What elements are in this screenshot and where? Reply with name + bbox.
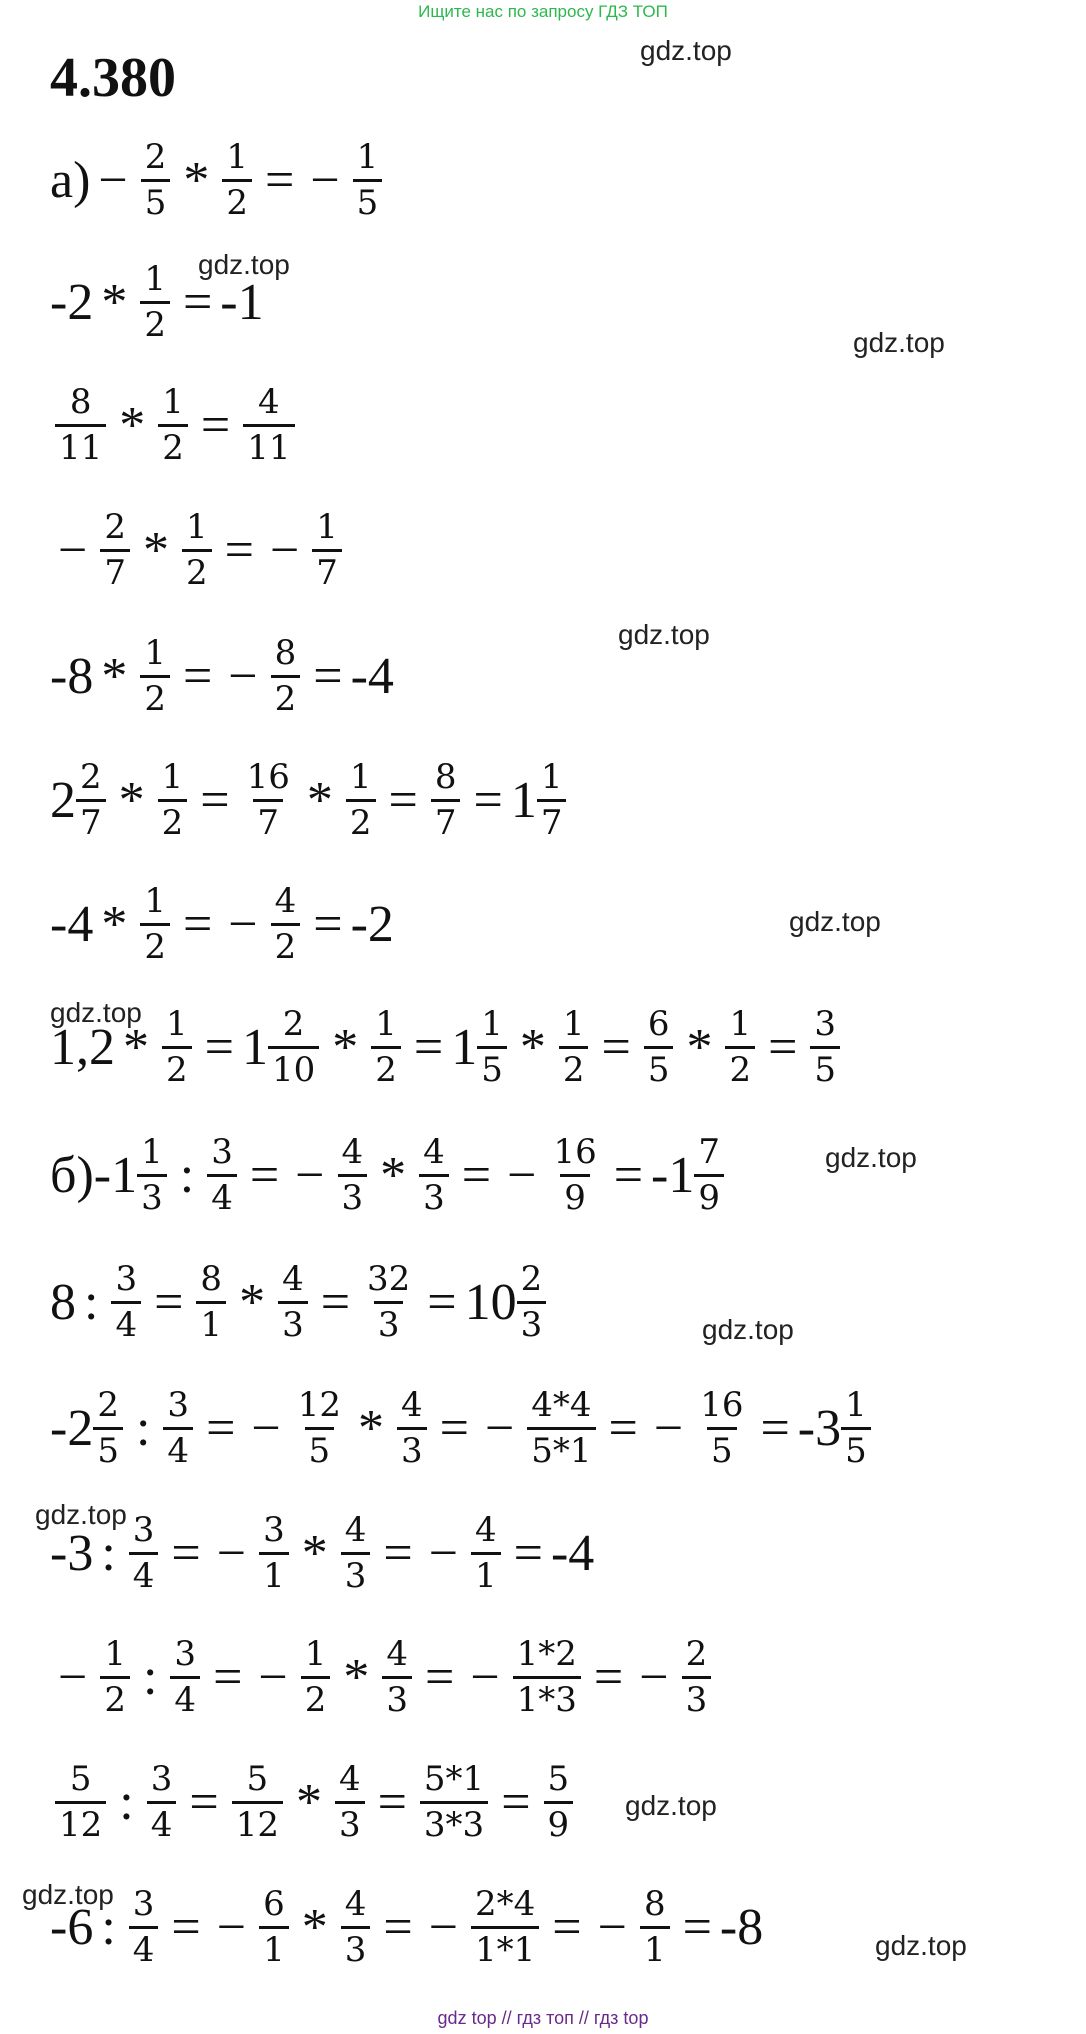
equation-line	[50, 259, 264, 345]
fraction: $\frac{2*4}{1*1}$	[471, 1887, 539, 1968]
minus-sign: −	[258, 1649, 288, 1707]
operator: =	[388, 772, 418, 830]
fraction: $\frac{1}{5}$	[841, 1388, 871, 1469]
equation-line	[50, 1759, 578, 1845]
fraction: $\frac{1}{2}$	[559, 1007, 589, 1088]
watermark: gdz.top	[50, 997, 142, 1028]
operator: =	[383, 1899, 413, 1957]
fraction: $\frac{1}{2}$	[222, 140, 252, 221]
fraction: $\frac{2}{3}$	[682, 1637, 712, 1718]
operator: =	[377, 1774, 407, 1832]
fraction: $\frac{1}{2}$	[162, 1007, 192, 1088]
fraction: $\frac{1}{2}$	[182, 510, 212, 591]
operator: =	[224, 522, 254, 580]
operator: *	[101, 274, 128, 332]
operator: *	[519, 1019, 546, 1077]
fraction: $\frac{3}{1}$	[259, 1513, 289, 1594]
fraction: $\frac{1}{2}$	[140, 262, 170, 343]
operator: *	[118, 772, 145, 830]
term: -4	[350, 648, 394, 706]
operator: =	[501, 1774, 531, 1832]
term: -6	[50, 1899, 94, 1957]
fraction: $\frac{1}{2}$	[301, 1637, 331, 1718]
fraction: $\frac{4}{3}$	[338, 1135, 368, 1216]
operator: *	[301, 1899, 328, 1957]
minus-sign: −	[470, 1649, 500, 1707]
fraction: $\frac{4}{2}$	[271, 884, 301, 965]
watermark: gdz.top	[789, 906, 881, 937]
fraction: $\frac{4}{3}$	[397, 1388, 427, 1469]
operator: *	[239, 1274, 266, 1332]
fraction: $\frac{1}{2}$	[140, 884, 170, 965]
term: б)	[50, 1147, 94, 1205]
operator: =	[313, 648, 343, 706]
minus-sign: −	[228, 896, 258, 954]
watermark: gdz.top	[198, 249, 290, 280]
fraction: $\frac{8}{1}$	[640, 1887, 670, 1968]
equation-line	[50, 382, 300, 468]
equation-line	[50, 1634, 716, 1720]
operator: *	[357, 1400, 384, 1458]
operator: =	[613, 1147, 644, 1205]
operator: =	[182, 896, 213, 954]
watermark: gdz.top	[618, 619, 710, 650]
operator: =	[265, 152, 295, 210]
fraction: $\frac{4}{3}$	[382, 1637, 412, 1718]
page-title: 4.380	[50, 47, 176, 109]
operator: *	[183, 152, 210, 210]
footer-links[interactable]: gdz top // гдз топ // гдз top	[437, 2008, 649, 2028]
equation-line	[50, 1132, 729, 1218]
operator: =	[249, 1147, 280, 1205]
fraction: $\frac{4}{3}$	[341, 1887, 371, 1968]
equation-line	[50, 1884, 764, 1970]
operator: *	[301, 1525, 328, 1583]
fraction: $\frac{1}{2}$	[100, 1637, 130, 1718]
operator: =	[593, 1649, 624, 1707]
fraction: $\frac{2}{5}$	[141, 140, 171, 221]
minus-sign: −	[639, 1649, 669, 1707]
operator: *	[119, 397, 146, 455]
operator: =	[189, 1774, 219, 1832]
watermark: gdz.top	[22, 1879, 114, 1910]
fraction: $\frac{8}{7}$	[431, 760, 461, 841]
equation-line	[50, 1004, 845, 1090]
mixed-number: -2 $\frac{2}{5}$	[50, 1388, 128, 1469]
fraction: $\frac{3}{4}$	[147, 1762, 177, 1843]
fraction: $\frac{5}{12}$	[232, 1762, 283, 1843]
operator: *	[101, 896, 128, 954]
fraction: $\frac{1}{7}$	[537, 760, 567, 841]
fraction: $\frac{3}{4}$	[111, 1262, 141, 1343]
minus-sign: −	[507, 1147, 537, 1205]
fraction: $\frac{4}{11}$	[243, 385, 294, 466]
fraction: $\frac{8}{2}$	[271, 636, 301, 717]
fraction: $\frac{4}{1}$	[471, 1513, 501, 1594]
mixed-number: 1 $\frac{1}{7}$	[511, 760, 572, 841]
operator: :	[119, 1774, 134, 1832]
fraction: $\frac{7}{9}$	[694, 1135, 724, 1216]
term: -4	[550, 1525, 595, 1583]
mixed-number: 2 $\frac{2}{7}$	[50, 760, 111, 841]
operator: =	[439, 1400, 469, 1458]
fraction: $\frac{32}{3}$	[367, 1259, 411, 1345]
operator: :	[101, 1899, 116, 1957]
term: -8	[719, 1899, 764, 1957]
fraction: $\frac{5}{12}$	[55, 1762, 106, 1843]
minus-sign: −	[484, 1400, 515, 1458]
watermark: gdz.top	[853, 327, 945, 358]
fraction: $\frac{6}{1}$	[259, 1887, 289, 1968]
fraction: $\frac{1}{3}$	[137, 1135, 167, 1216]
fraction: $\frac{12}{5}$	[297, 1385, 341, 1471]
fraction: $\frac{8}{11}$	[55, 385, 106, 466]
operator: *	[295, 1774, 322, 1832]
operator: =	[171, 1525, 201, 1583]
mixed-number: 1 $\frac{1}{5}$	[451, 1007, 512, 1088]
watermark: gdz.top	[640, 35, 732, 66]
mixed-number: -3 $\frac{1}{5}$	[798, 1388, 876, 1469]
equation-line	[50, 633, 394, 719]
operator: *	[380, 1147, 407, 1205]
operator: =	[413, 1019, 444, 1077]
equation-line	[50, 137, 387, 223]
equation-line	[50, 881, 394, 967]
operator: =	[425, 1649, 455, 1707]
fraction: $\frac{1}{2}$	[140, 636, 170, 717]
fraction: $\frac{3}{4}$	[170, 1637, 200, 1718]
fraction: $\frac{1}{7}$	[312, 510, 342, 591]
watermark: gdz.top	[625, 1790, 717, 1821]
fraction: $\frac{3}{4}$	[207, 1135, 237, 1216]
fraction: $\frac{6}{5}$	[644, 1007, 674, 1088]
minus-sign: −	[597, 1899, 627, 1957]
fraction: $\frac{1}{5}$	[353, 140, 383, 221]
fraction: $\frac{4}{3}$	[419, 1135, 449, 1216]
operator: =	[513, 1525, 543, 1583]
minus-sign: −	[216, 1899, 247, 1957]
operator: *	[343, 1649, 370, 1707]
fraction: $\frac{3}{5}$	[810, 1007, 840, 1088]
minus-sign: −	[216, 1525, 247, 1583]
operator: =	[427, 1274, 457, 1332]
fraction: $\frac{16}{7}$	[246, 757, 290, 843]
mixed-number: 10 $\frac{2}{3}$	[465, 1262, 552, 1343]
fraction: $\frac{2}{3}$	[517, 1262, 547, 1343]
equation-line	[50, 757, 571, 843]
fraction: $\frac{3}{4}$	[163, 1388, 193, 1469]
fraction: $\frac{5*1}{3*3}$	[420, 1762, 488, 1843]
operator: =	[313, 896, 343, 954]
operator: =	[552, 1899, 582, 1957]
watermark: gdz.top	[875, 1930, 967, 1961]
equation-line	[50, 507, 347, 593]
fraction: $\frac{8}{1}$	[196, 1262, 226, 1343]
minus-sign: −	[295, 1147, 325, 1205]
fraction: $\frac{3}{4}$	[129, 1887, 159, 1968]
minus-sign: −	[428, 1899, 459, 1957]
fraction: $\frac{16}{9}$	[553, 1132, 597, 1218]
minus-sign: −	[228, 648, 258, 706]
minus-sign: −	[310, 152, 340, 210]
term: -1	[220, 274, 264, 332]
operator: =	[601, 1019, 631, 1077]
equation-line	[50, 1385, 876, 1471]
fraction: $\frac{1}{2}$	[725, 1007, 755, 1088]
watermark: gdz.top	[702, 1314, 794, 1345]
operator: =	[182, 648, 213, 706]
minus-sign: −	[98, 152, 128, 210]
operator: *	[306, 772, 333, 830]
operator: =	[768, 1019, 798, 1077]
term: -2	[50, 274, 94, 332]
fraction: $\frac{4}{3}$	[278, 1262, 308, 1343]
fraction: $\frac{5}{9}$	[544, 1762, 574, 1843]
operator: *	[142, 522, 169, 580]
operator: =	[200, 397, 231, 455]
search-banner[interactable]: Ищите нас по запросу ГДЗ ТОП	[418, 2, 668, 21]
operator: =	[473, 772, 503, 830]
operator: *	[123, 1019, 149, 1077]
term: -3	[50, 1525, 94, 1583]
operator: =	[461, 1147, 492, 1205]
operator: =	[182, 274, 213, 332]
fraction: $\frac{1}{2}$	[346, 760, 376, 841]
mixed-number: -1 $\frac{7}{9}$	[651, 1135, 729, 1216]
fraction: $\frac{4}{3}$	[341, 1513, 371, 1594]
fraction: $\frac{2}{10}$	[268, 1007, 319, 1088]
minus-sign: −	[653, 1400, 684, 1458]
fraction: $\frac{1}{2}$	[371, 1007, 401, 1088]
fraction: $\frac{1}{2}$	[158, 760, 188, 841]
operator: :	[101, 1525, 116, 1583]
term: -2	[350, 896, 394, 954]
minus-sign: −	[58, 1649, 88, 1707]
operator: *	[101, 648, 128, 706]
minus-sign: −	[58, 522, 88, 580]
operator: :	[135, 1400, 151, 1458]
term: а)	[50, 152, 91, 210]
operator: =	[200, 772, 230, 830]
mixed-number: 1 $\frac{2}{10}$	[242, 1007, 324, 1088]
fraction: $\frac{16}{5}$	[700, 1385, 744, 1471]
fraction: $\frac{1*2}{1*3}$	[513, 1637, 581, 1718]
operator: :	[142, 1649, 158, 1707]
term: -4	[50, 896, 94, 954]
operator: =	[320, 1274, 351, 1332]
mixed-number: -1 $\frac{1}{3}$	[94, 1135, 172, 1216]
operator: :	[179, 1147, 195, 1205]
operator: =	[760, 1400, 790, 1458]
operator: =	[383, 1525, 413, 1583]
fraction: $\frac{4*4}{5*1}$	[527, 1388, 595, 1469]
term: 8	[50, 1274, 76, 1332]
fraction: $\frac{2}{7}$	[100, 510, 130, 591]
operator: =	[206, 1400, 236, 1458]
operator: =	[213, 1649, 243, 1707]
fraction: $\frac{3}{4}$	[129, 1513, 159, 1594]
operator: =	[171, 1899, 201, 1957]
fraction: $\frac{1}{5}$	[477, 1007, 507, 1088]
fraction: $\frac{1}{2}$	[158, 385, 188, 466]
watermark: gdz.top	[35, 1499, 127, 1530]
term: -8	[50, 648, 94, 706]
operator: =	[154, 1274, 184, 1332]
minus-sign: −	[269, 522, 300, 580]
term: 1,2	[50, 1019, 115, 1077]
fraction: $\frac{4}{3}$	[335, 1762, 365, 1843]
operator: :	[84, 1274, 99, 1332]
operator: *	[686, 1019, 713, 1077]
operator: =	[608, 1400, 638, 1458]
operator: =	[682, 1899, 712, 1957]
minus-sign: −	[428, 1525, 459, 1583]
minus-sign: −	[251, 1400, 281, 1458]
equation-line	[50, 1259, 551, 1345]
watermark: gdz.top	[825, 1142, 917, 1173]
operator: =	[204, 1019, 234, 1077]
operator: *	[332, 1019, 359, 1077]
fraction: $\frac{2}{7}$	[76, 760, 106, 841]
fraction: $\frac{2}{5}$	[93, 1388, 123, 1469]
